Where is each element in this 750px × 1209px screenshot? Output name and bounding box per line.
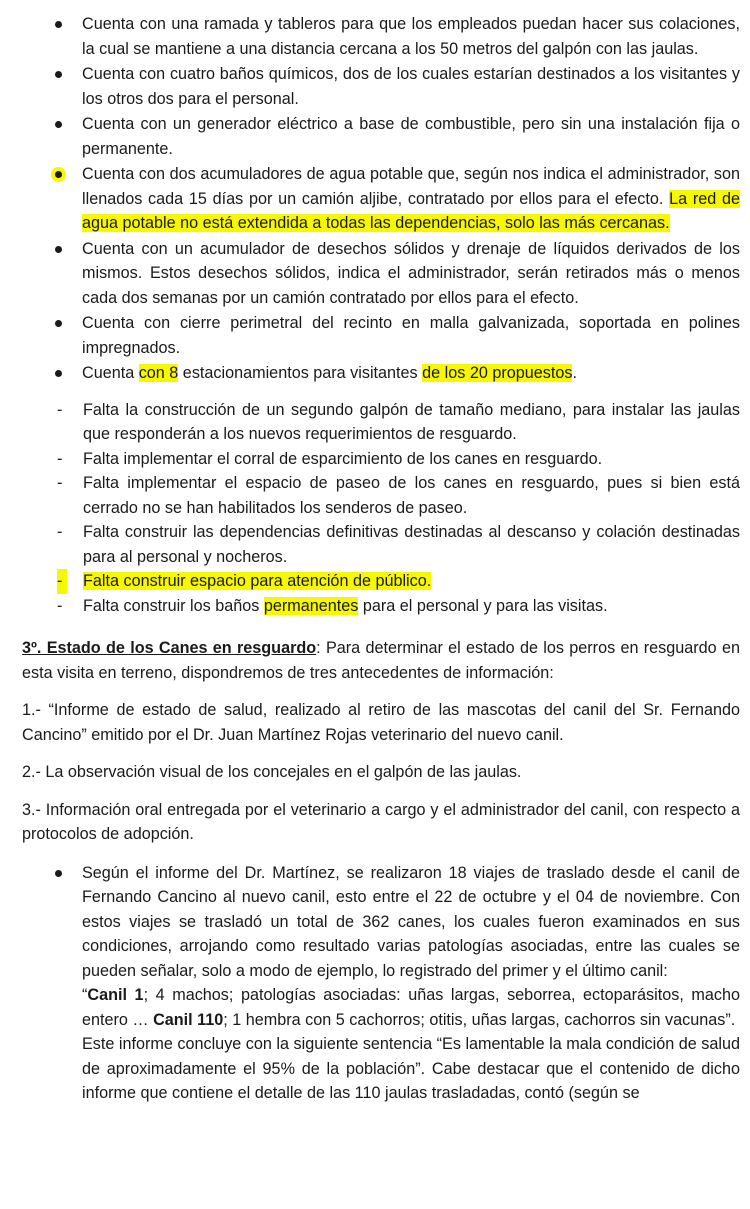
bullet-text: estacionamientos para visitantes [178,364,423,382]
bullet-text: Cuenta con cierre perimetral del recinto en malla galvanizada, soportada en polines impregnados. [82,314,740,357]
bullet-dot-icon [55,870,62,877]
report-quote [82,983,740,1032]
list-item [22,12,740,61]
highlighted-text: Falta construir espacio para atención de público. [83,572,432,590]
list-item [22,62,740,111]
dash-marker: - [57,569,67,594]
list-item [22,861,740,1106]
bullet-dot-icon [55,121,62,128]
info-source-3: 3.- Información oral entregada por el veterinario a cargo y el administrador del canil, con respecto a protocolos de adopción. [22,800,740,843]
item-text: Falta construir las dependencias definitivas destinadas al descanso y colación destinadas para al personal y nocheros. [83,523,740,566]
list-item [22,447,740,472]
bullet-dot-icon [55,246,62,253]
info-source-1: 1.- “Informe de estado de salud, realizado al retiro de las mascotas del canil del Sr. Fernando Cancino” emitido por el Dr. Juan Martínez Rojas veterinario del nuevo canil. [22,701,740,744]
canil-label: Canil 1 [87,986,144,1004]
list-item [22,162,740,236]
info-source-2: 2.- La observación visual de los concejales en el galpón de las jaulas. [22,763,522,781]
list-item [22,471,740,520]
quote-text: ; 1 hembra con 5 cachorros; otitis, uñas largas, cachorros sin vacunas”. [223,1010,736,1029]
bullet-text: Cuenta con dos acumuladores de agua potable que, según nos indica el administrador, son llenados cada 15 días por un camión aljibe, contratado por ellos para el efecto. [82,165,740,208]
highlighted-text: permanentes [263,596,359,615]
bullet-dot-icon [55,320,62,327]
highlighted-text: con 8 [138,364,179,382]
item-text: Falta la construcción de un segundo galpón de tamaño mediano, para instalar las jaulas que responderán a los nuevos requerimientos de resguardo. [83,400,740,443]
highlighted-text: de los 20 propuestos [422,364,573,382]
list-item [22,112,740,161]
highlighted-text: La red de agua potable no está extendida a todas las dependencias, solo las más cercanas. [82,189,741,232]
section-3-intro [22,636,740,685]
report-bullet-list [22,861,740,1106]
quote-text: ; 4 machos; patologías asociadas: uñas largas, seborrea, ectoparásitos, macho entero … [82,986,741,1029]
canil-label: Canil 110 [153,1010,224,1029]
dash-marker: - [57,449,63,468]
item-text: para el personal y para las visitas. [358,596,608,615]
bullet-dot-icon [55,171,62,178]
bullet-dot-icon [55,71,62,78]
infrastructure-bullet-list [22,12,740,386]
pending-items-list [22,398,740,619]
section-intro-text: : Para determinar el estado de los perros en resguardo en esta visita en terreno, dispondremos de tres antecedentes de información: [22,639,740,682]
report-paragraph: Según el informe del Dr. Martínez, se realizaron 18 viajes de traslado desde el canil de Fernando Cancino al nuevo canil, esto entre el 22 de octubre y el 04 de noviembre. Con estos viajes se trasladó un total de 362 canes, los cuales fueron examinados en sus condiciones, arrojando como resultado varias patologías asociadas, entre las cuales se pueden señalar, solo a modo de ejemplo, lo registrado del primer y el último canil: [82,863,740,980]
dash-marker: - [57,400,63,419]
dash-marker: - [57,596,63,615]
item-text: Falta implementar el corral de esparcimiento de los canes en resguardo. [83,449,603,468]
list-item [22,237,740,311]
report-conclusion: Este informe concluye con la siguiente sentencia “Es lamentable la mala condición de salud de aproximadamente el 95% de la población”. Cabe destacar que el contenido de dicho informe que contiene el detalle de las 110 jaulas trasladadas, contó (según se [82,1035,740,1102]
bullet-text: Cuenta con un generador eléctrico a base de combustible, pero sin una instalación fija o permanente. [82,115,740,158]
list-item [22,398,740,447]
bullet-text: Cuenta con cuatro baños químicos, dos de los cuales estarían destinados a los visitantes y los otros dos para el personal. [82,65,740,108]
dash-marker: - [57,523,63,541]
bullet-text: Cuenta con un acumulador de desechos sólidos y drenaje de líquidos derivados de los mismos. Estos desechos sólidos, indica el administrador, serán retirados más o menos cada dos semanas por un camión contratado por ellos para el efecto. [82,239,740,307]
bullet-dot-icon [55,370,62,377]
bullet-text: . [572,364,577,382]
item-text: Falta construir los baños [83,596,264,615]
bullet-text: Cuenta con una ramada y tableros para que los empleados puedan hacer sus colaciones, la cual se mantiene a una distancia cercana a los 50 metros del galpón con las jaulas. [82,15,740,58]
dash-marker: - [57,474,63,492]
list-item [22,361,740,386]
list-item [22,594,740,619]
bullet-text: Cuenta [82,364,139,382]
item-text: Falta implementar el espacio de paseo de los canes en resguardo, pues si bien está cerrado no se han habilitados los senderos de paseo. [83,474,740,517]
list-item [22,569,740,594]
list-item [22,520,740,569]
bullet-dot-icon [55,21,62,28]
section-heading: 3º. Estado de los Canes en resguardo [22,639,317,657]
quote-open: “ [82,986,88,1004]
list-item [22,311,740,360]
